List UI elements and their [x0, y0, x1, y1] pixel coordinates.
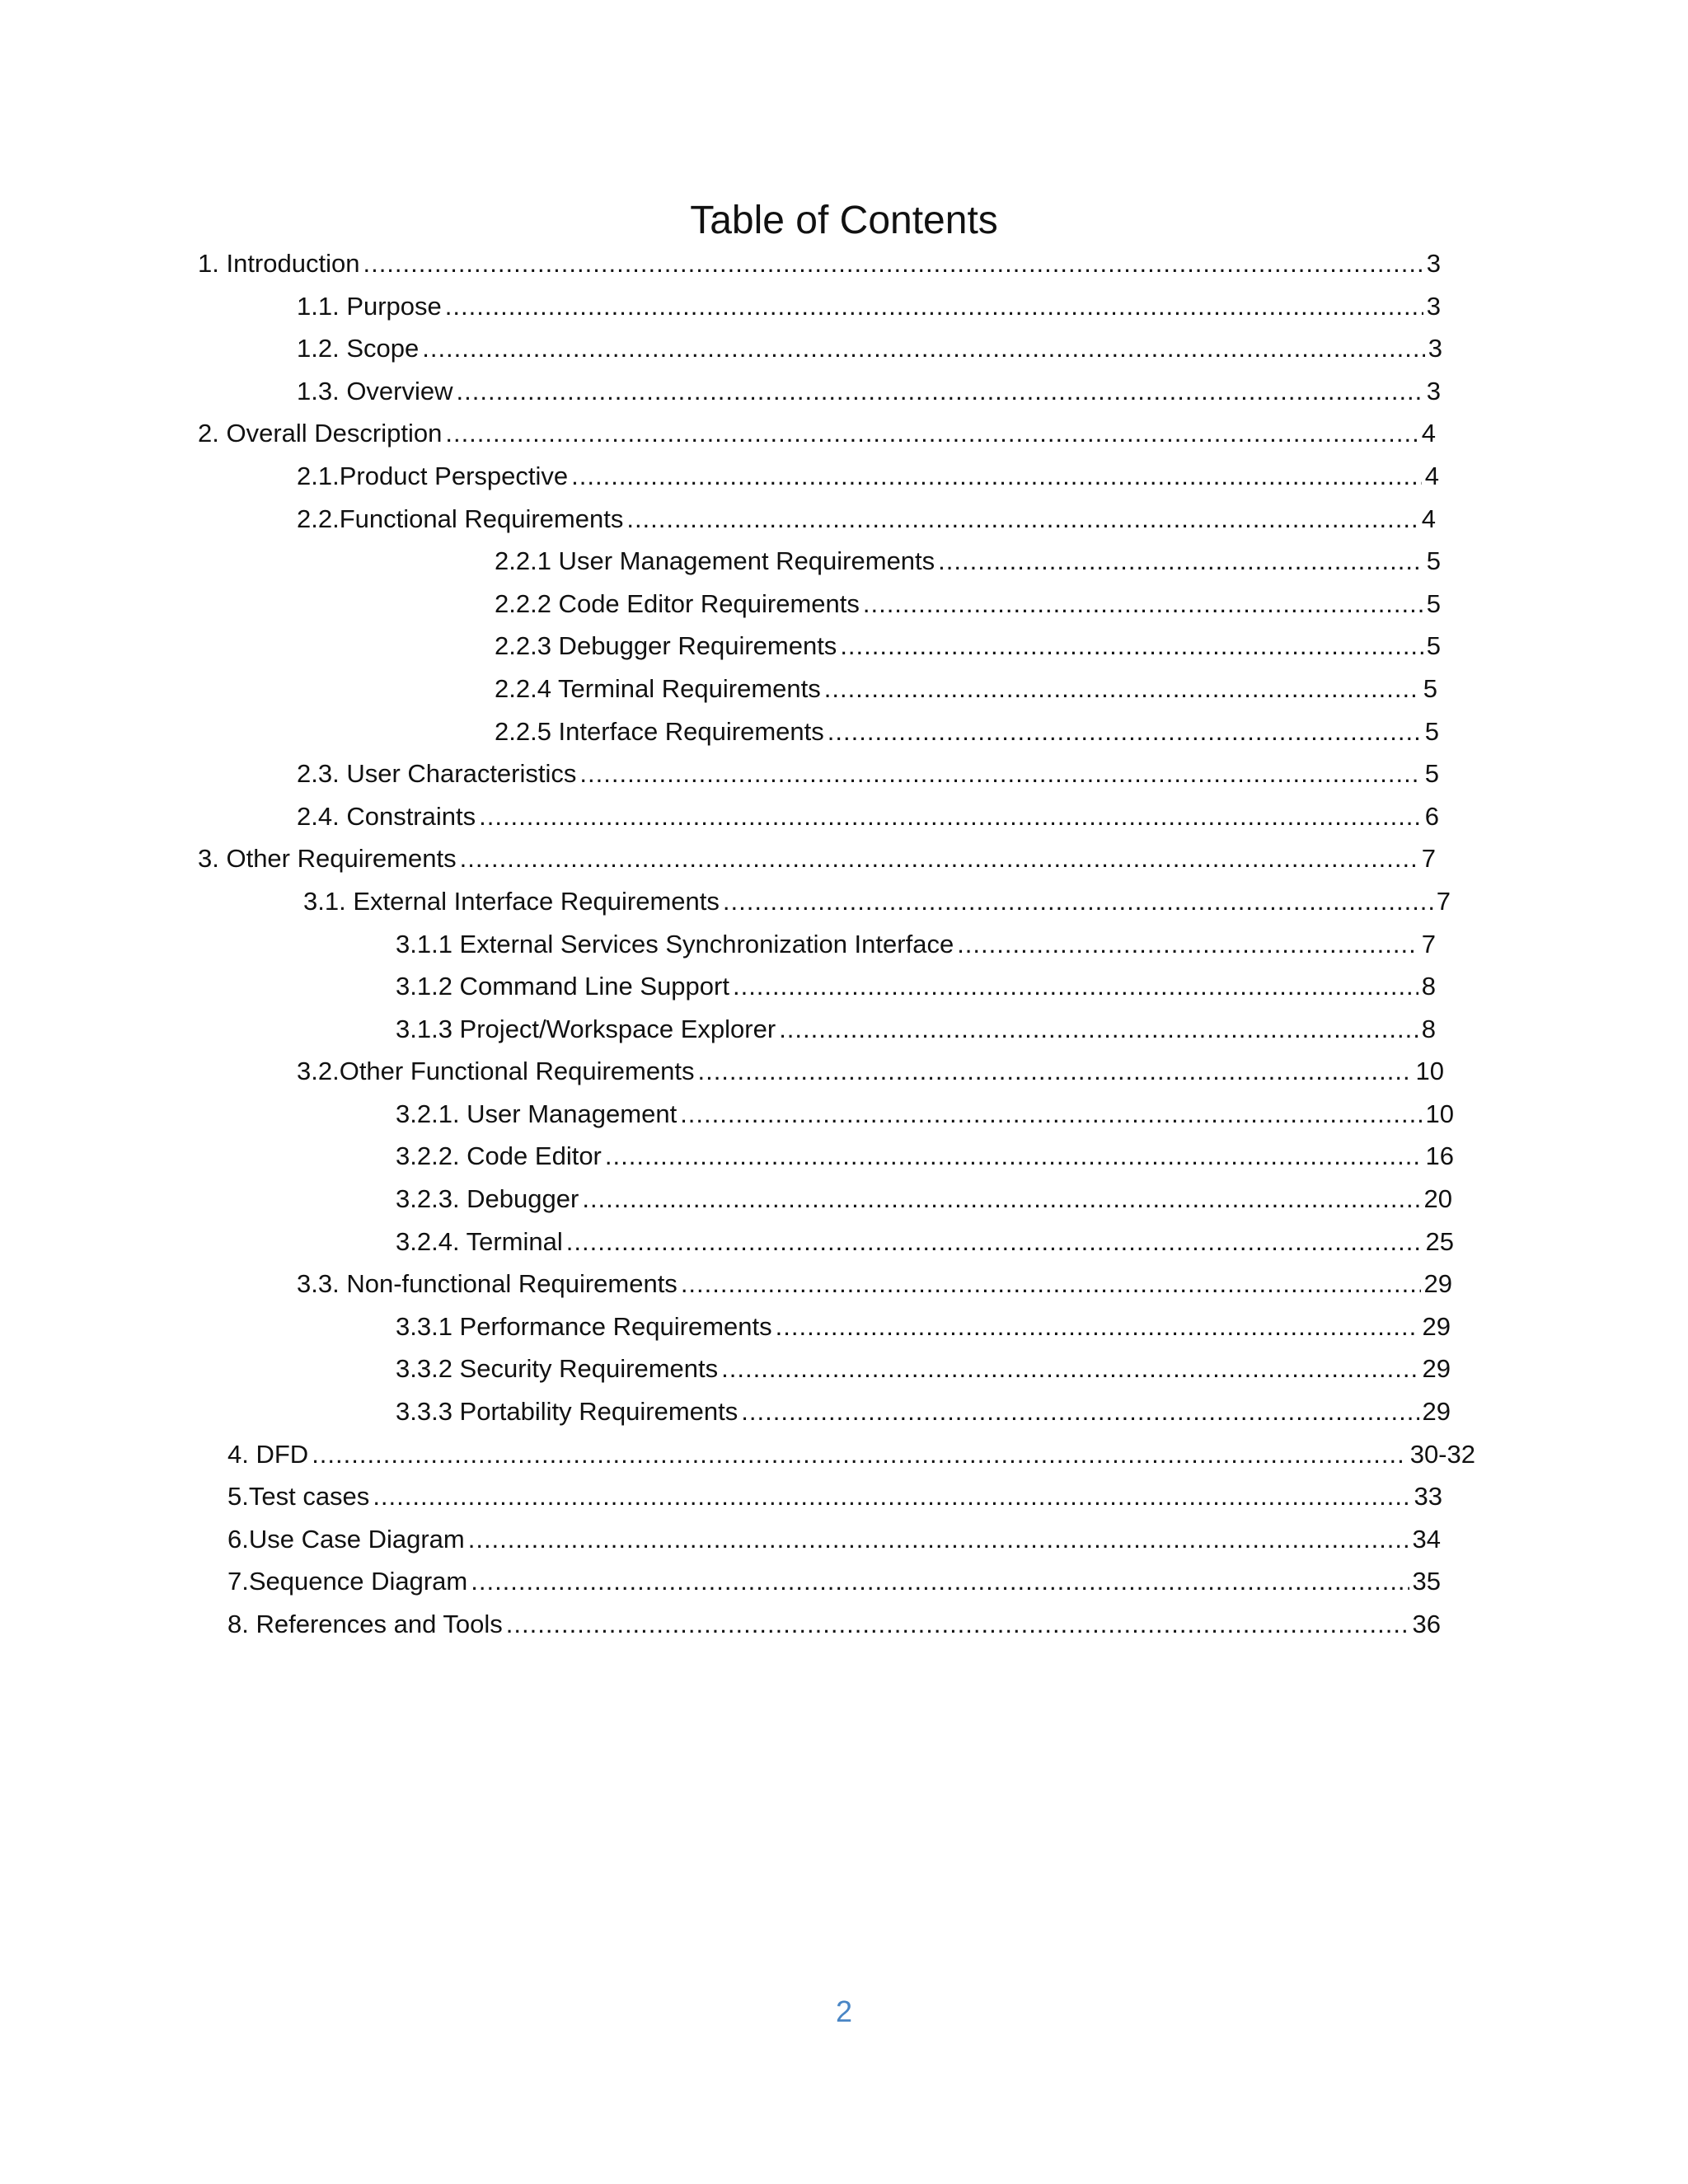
- toc-entry[interactable]: [0, 249, 1688, 292]
- toc-leader-dots: [723, 887, 1433, 916]
- toc-entry-label: 1.2. Scope: [297, 334, 420, 363]
- toc-entry-page: 10: [1425, 1099, 1454, 1128]
- page-number: 2: [835, 1994, 853, 2028]
- toc-entry-page: 7: [1436, 886, 1451, 916]
- toc-entry-page: 8: [1421, 972, 1436, 1001]
- toc-entry-page: 3: [1426, 376, 1441, 405]
- toc-leader-dots: [697, 1057, 1412, 1086]
- toc-leader-dots: [828, 717, 1422, 747]
- toc-entry-page: 5: [1426, 546, 1441, 576]
- toc-entry[interactable]: [0, 1141, 1688, 1184]
- toc-entry-label: 3. Other Requirements: [198, 844, 457, 874]
- toc-leader-dots: [506, 1610, 1409, 1639]
- toc-entry-page: 25: [1425, 1226, 1454, 1256]
- toc-leader-dots: [681, 1269, 1421, 1299]
- toc-leader-dots: [840, 631, 1423, 661]
- toc-leader-dots: [582, 1184, 1420, 1214]
- toc-leader-dots: [373, 1482, 1410, 1511]
- toc-entry[interactable]: [0, 1354, 1688, 1397]
- toc-entry-page: 4: [1421, 419, 1436, 448]
- toc-entry-label: 1.1. Purpose: [297, 291, 442, 321]
- toc-entry[interactable]: [0, 1057, 1688, 1099]
- toc-entry[interactable]: [0, 462, 1688, 504]
- toc-entry-label: 5.Test cases: [227, 1482, 370, 1511]
- toc-entry-label: 3.3.1 Performance Requirements: [396, 1311, 772, 1341]
- toc-leader-dots: [471, 1567, 1409, 1596]
- toc-entry-label: 3.1.3 Project/Workspace Explorer: [396, 1014, 776, 1043]
- toc-entry-page: 35: [1412, 1567, 1441, 1596]
- toc-entry[interactable]: [0, 546, 1688, 589]
- toc-entry-page: 4: [1424, 461, 1439, 490]
- toc-leader-dots: [579, 759, 1421, 789]
- toc-entry-page: 8: [1421, 1014, 1436, 1043]
- toc-entry[interactable]: [0, 717, 1688, 760]
- toc-entry-label: 2.3. User Characteristics: [297, 759, 577, 789]
- toc-entry-label: 3.3.3 Portability Requirements: [396, 1397, 738, 1427]
- toc-entry-label: 3.3.2 Security Requirements: [396, 1354, 719, 1384]
- toc-leader-dots: [363, 249, 1423, 279]
- toc-entry[interactable]: [0, 674, 1688, 717]
- toc-entry-page: 29: [1422, 1311, 1451, 1341]
- toc-entry[interactable]: [0, 972, 1688, 1015]
- toc-entry[interactable]: [0, 1525, 1688, 1568]
- toc-entry[interactable]: [0, 1015, 1688, 1057]
- toc-entry-page: 20: [1423, 1184, 1452, 1214]
- toc-leader-dots: [938, 546, 1423, 576]
- toc-entry[interactable]: [0, 1482, 1688, 1525]
- toc-leader-dots: [957, 930, 1418, 959]
- toc-entry[interactable]: [0, 1397, 1688, 1440]
- toc-entry-label: 3.2.Other Functional Requirements: [297, 1057, 695, 1086]
- toc-entry-label: 3.2.4. Terminal: [396, 1226, 563, 1256]
- toc-leader-dots: [457, 377, 1423, 406]
- toc-entry-page: 3: [1426, 291, 1441, 321]
- toc-entry[interactable]: [0, 1567, 1688, 1610]
- toc-entry[interactable]: [0, 589, 1688, 632]
- toc-leader-dots: [741, 1397, 1418, 1427]
- toc-entry[interactable]: [0, 631, 1688, 674]
- toc-entry-page: 29: [1423, 1269, 1452, 1299]
- toc-leader-dots: [479, 802, 1422, 832]
- toc-entry[interactable]: [0, 1312, 1688, 1355]
- toc-leader-dots: [824, 674, 1420, 704]
- toc-entry[interactable]: [0, 1610, 1688, 1652]
- toc-entry-label: 2.4. Constraints: [297, 801, 476, 831]
- toc-entry[interactable]: [0, 887, 1688, 930]
- toc-entry-label: 3.1.1 External Services Synchronization Interface: [396, 929, 954, 958]
- toc-entry-page: 3: [1426, 249, 1441, 278]
- toc-entry[interactable]: [0, 419, 1688, 462]
- toc-entry-page: 29: [1422, 1397, 1451, 1427]
- toc-entry-label: 2.2.2 Code Editor Requirements: [495, 588, 860, 618]
- toc-leader-dots: [680, 1099, 1422, 1129]
- toc-entry-page: 7: [1421, 929, 1436, 958]
- toc-entry-page: 16: [1425, 1141, 1454, 1171]
- toc-leader-dots: [445, 419, 1418, 448]
- toc-entry-page: 5: [1426, 588, 1441, 618]
- toc-leader-dots: [863, 589, 1423, 619]
- toc-entry[interactable]: [0, 1440, 1688, 1483]
- toc-entry-page: 5: [1423, 673, 1437, 703]
- toc-leader-dots: [460, 844, 1418, 874]
- toc-leader-dots: [776, 1312, 1419, 1342]
- toc-leader-dots: [566, 1227, 1423, 1257]
- page-title: Table of Contents: [690, 199, 998, 242]
- toc-entry-label: 6.Use Case Diagram: [227, 1524, 465, 1554]
- toc-leader-dots: [779, 1015, 1418, 1044]
- toc-entry-label: 3.1. External Interface Requirements: [303, 886, 720, 916]
- toc-entry-label: 8. References and Tools: [227, 1610, 503, 1638]
- toc-leader-dots: [422, 334, 1425, 363]
- toc-leader-dots: [721, 1354, 1418, 1384]
- toc-entry-page: 36: [1412, 1610, 1441, 1638]
- toc-entry-page: 5: [1426, 631, 1441, 661]
- toc-entry[interactable]: [0, 759, 1688, 802]
- toc-entry-page: 6: [1424, 801, 1439, 831]
- toc-entry-page: 3: [1428, 334, 1442, 363]
- toc-entry-label: 2. Overall Description: [198, 419, 443, 448]
- toc-entry[interactable]: [0, 802, 1688, 845]
- toc-entry[interactable]: [0, 1099, 1688, 1142]
- toc-entry[interactable]: [0, 844, 1688, 887]
- toc-entry-label: 1.3. Overview: [297, 376, 453, 405]
- toc-entry-label: 2.2.Functional Requirements: [297, 504, 624, 533]
- toc-leader-dots: [312, 1440, 1407, 1469]
- toc-leader-dots: [468, 1525, 1409, 1554]
- toc-entry-page: 10: [1415, 1057, 1444, 1086]
- toc-entry-label: 2.1.Product Perspective: [297, 461, 569, 490]
- toc-leader-dots: [571, 462, 1422, 491]
- toc-entry[interactable]: [0, 1184, 1688, 1227]
- toc-entry-page: 7: [1421, 844, 1436, 874]
- toc-entry-label: 3.2.1. User Management: [396, 1099, 678, 1128]
- toc-entry-page: 30-32: [1409, 1439, 1475, 1469]
- toc-entry-page: 4: [1421, 504, 1436, 533]
- toc-entry-label: 3.2.3. Debugger: [396, 1184, 579, 1214]
- toc-entry[interactable]: [0, 1227, 1688, 1270]
- toc-entry-label: 7.Sequence Diagram: [227, 1567, 468, 1596]
- toc-leader-dots: [626, 504, 1418, 534]
- toc-leader-dots: [605, 1141, 1423, 1171]
- toc-entry-label: 2.2.4 Terminal Requirements: [495, 673, 821, 703]
- toc-entry-page: 5: [1424, 759, 1439, 789]
- toc-entry-page: 5: [1424, 716, 1439, 746]
- toc-entry-page: 33: [1414, 1482, 1442, 1511]
- toc-entry-label: 1. Introduction: [198, 249, 360, 278]
- toc-entry-label: 4. DFD: [227, 1439, 309, 1469]
- toc-entry-page: 34: [1412, 1524, 1441, 1554]
- toc-leader-dots: [445, 292, 1423, 321]
- toc-leader-dots: [733, 972, 1418, 1001]
- toc-entry[interactable]: [0, 377, 1688, 419]
- toc-entry[interactable]: [0, 334, 1688, 377]
- table-of-contents: [0, 249, 1688, 1652]
- toc-entry-label: 2.2.3 Debugger Requirements: [495, 631, 837, 661]
- toc-entry[interactable]: [0, 930, 1688, 972]
- toc-entry-label: 2.2.5 Interface Requirements: [495, 716, 824, 746]
- toc-entry[interactable]: [0, 292, 1688, 335]
- toc-entry-label: 3.3. Non-functional Requirements: [297, 1269, 678, 1299]
- toc-entry-label: 3.1.2 Command Line Support: [396, 972, 729, 1001]
- toc-entry[interactable]: [0, 1269, 1688, 1312]
- toc-entry-label: 2.2.1 User Management Requirements: [495, 546, 935, 576]
- toc-entry[interactable]: [0, 504, 1688, 547]
- toc-entry-page: 29: [1422, 1354, 1451, 1384]
- toc-entry-label: 3.2.2. Code Editor: [396, 1141, 602, 1171]
